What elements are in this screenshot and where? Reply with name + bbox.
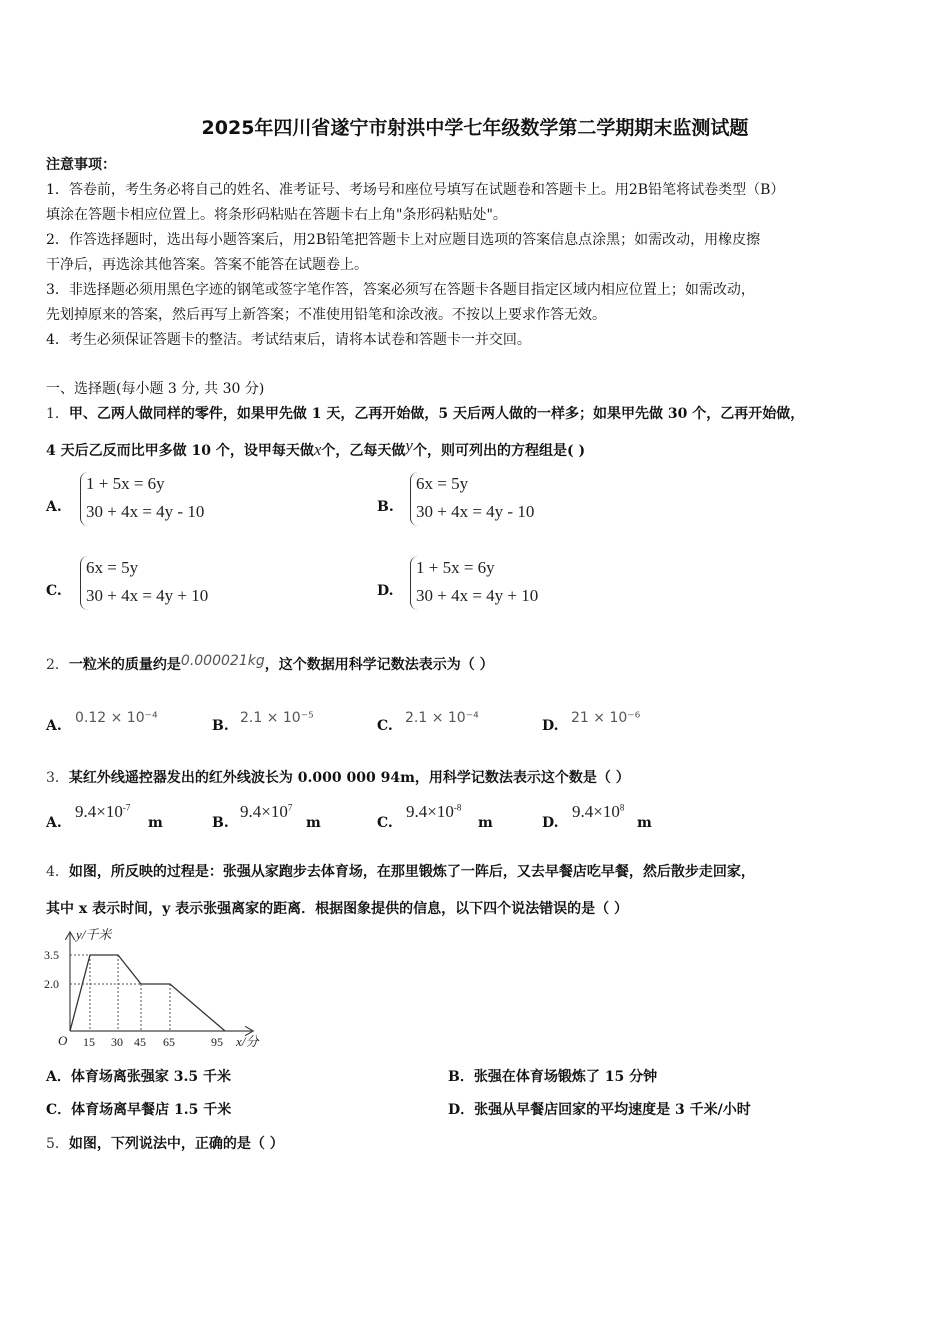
option-value: 0.12 × 10⁻⁴ <box>75 710 158 726</box>
y-tick-label: 3.5 <box>44 948 59 962</box>
notice-line: 先划掉原来的答案，然后再写上新答案；不准使用铅笔和涂改液。不按以上要求作答无效。 <box>46 307 606 323</box>
notice-line: 4．考生必须保证答题卡的整洁。考试结束后，请将本试卷和答题卡一并交回。 <box>46 332 531 348</box>
unit: m <box>148 815 163 831</box>
question-number: 4． <box>46 864 69 880</box>
option-c-label[interactable]: C. <box>377 815 393 831</box>
option-d-label[interactable]: D. <box>542 718 559 734</box>
page-title: 2025年四川省遂宁市射洪中学七年级数学第二学期期末监测试题 <box>201 117 749 139</box>
question-number: 1． <box>46 406 69 422</box>
question-number: 3． <box>46 770 69 786</box>
equation: 1 + 5x = 6y <box>86 474 165 493</box>
notice-line: 3．非选择题必须用黑色字迹的钢笔或签字笔作答，答案必须写在答题卡各题目指定区域内相应位置上；如需改动， <box>46 282 755 298</box>
var-y: y <box>405 436 413 455</box>
option-b-label[interactable]: B. <box>377 499 394 515</box>
option-b-label[interactable]: B. <box>212 815 229 831</box>
question-5: 5．如图，下列说法中，正确的是（ ） <box>46 1136 284 1152</box>
unit: m <box>478 815 493 831</box>
option-value: $9.4\times 10^8$ <box>572 802 625 821</box>
x-tick-label: 65 <box>163 1035 175 1049</box>
x-axis-label: x/分 <box>236 1034 259 1049</box>
option-d-label[interactable]: D. <box>542 815 559 831</box>
section-heading: 一、选择题(每小题 3 分, 共 30 分) <box>46 381 265 397</box>
option-value: $9.4\times 10^{-7}$ <box>75 802 131 821</box>
option-value: 2.1 × 10⁻⁴ <box>405 710 479 726</box>
equation: 6x = 5y <box>416 474 469 493</box>
option-b-label[interactable]: B. <box>212 718 229 734</box>
question-4-line2: 其中 x 表示时间，y 表示张强离家的距离．根据图象提供的信息，以下四个说法错误的是（ ） <box>46 901 628 917</box>
x-tick-label: 30 <box>111 1035 123 1049</box>
var-x: x <box>313 440 322 459</box>
option-c[interactable]: C．体育场离早餐店 1.5 千米 <box>46 1102 232 1118</box>
x-tick-label: 15 <box>83 1035 95 1049</box>
notice-line: 2．作答选择题时，选出每小题答案后，用2B铅笔把答题卡上对应题目选项的答案信息点涂黑；如需改动，用橡皮擦 <box>46 232 761 248</box>
option-a-label[interactable]: A. <box>46 815 62 831</box>
option-c-label[interactable]: C. <box>377 718 393 734</box>
option-value: 2.1 × 10⁻⁵ <box>240 710 314 726</box>
equation: 30 + 4x = 4y + 10 <box>86 586 209 605</box>
notice-line: 填涂在答题卡相应位置上。将条形码粘贴在答题卡右上角"条形码粘贴处"。 <box>46 207 507 223</box>
unit: m <box>306 815 321 831</box>
question-number: 5． <box>46 1136 69 1152</box>
question-3: 3．某红外线遥控器发出的红外线波长为 0.000 000 94m，用科学记数法表示这个数是（ ） <box>46 770 630 786</box>
question-number: 2． <box>46 657 69 673</box>
option-d-label[interactable]: D. <box>377 583 394 599</box>
distance-curve <box>70 955 225 1031</box>
equation: 30 + 4x = 4y + 10 <box>416 586 539 605</box>
x-tick-label: 95 <box>211 1035 223 1049</box>
question-1-line1: 1．甲、乙两人做同样的零件，如果甲先做 1 天，乙再开始做，5 天后两人做的一样多；如果甲先做 30 个，乙再开始做， <box>46 406 805 422</box>
option-value: $9.4\times 10^{-8}$ <box>406 802 462 821</box>
option-a-label[interactable]: A. <box>46 499 62 515</box>
question-2: 2．一粒米的质量约是0.000021kg，这个数据用科学记数法表示为（ ） <box>46 653 494 673</box>
notice-line: 干净后，再选涂其他答案。答案不能答在试题卷上。 <box>46 257 368 273</box>
y-axis-label: y/千米 <box>76 927 112 942</box>
equation: 6x = 5y <box>86 558 139 577</box>
option-d[interactable]: D．张强从早餐店回家的平均速度是 3 千米/小时 <box>448 1102 751 1118</box>
option-a-label[interactable]: A. <box>46 718 62 734</box>
notice-line: 1．答卷前，考生务必将自己的姓名、准考证号、考场号和座位号填写在试题卷和答题卡上。用2B铅笔将试卷类型（B） <box>46 182 785 198</box>
option-value: 21 × 10⁻⁶ <box>571 710 641 726</box>
y-tick-label: 2.0 <box>44 977 59 991</box>
equation: 30 + 4x = 4y - 10 <box>416 502 535 521</box>
rice-mass-value: 0.000021kg <box>180 653 265 669</box>
option-c-label[interactable]: C. <box>46 583 62 599</box>
option-value: $9.4\times 10^7$ <box>240 802 293 821</box>
x-tick-label: 45 <box>134 1035 146 1049</box>
unit: m <box>637 815 652 831</box>
distance-time-graph <box>40 925 280 1055</box>
origin-label: O <box>58 1033 68 1048</box>
question-1-line2: 4 天后乙反而比甲多做 10 个，设甲每天做x个，乙每天做y个，则可列出的方程组是( ) <box>46 436 586 459</box>
equation: 30 + 4x = 4y - 10 <box>86 502 205 521</box>
notice-heading: 注意事项： <box>46 157 116 173</box>
equation: 1 + 5x = 6y <box>416 558 495 577</box>
option-a[interactable]: A．体育场离张强家 3.5 千米 <box>46 1069 231 1085</box>
option-b[interactable]: B．张强在体育场锻炼了 15 分钟 <box>448 1069 658 1085</box>
question-4-line1: 4．如图，所反映的过程是：张强从家跑步去体育场，在那里锻炼了一阵后，又去早餐店吃早餐，然后散步走回家， <box>46 864 755 880</box>
